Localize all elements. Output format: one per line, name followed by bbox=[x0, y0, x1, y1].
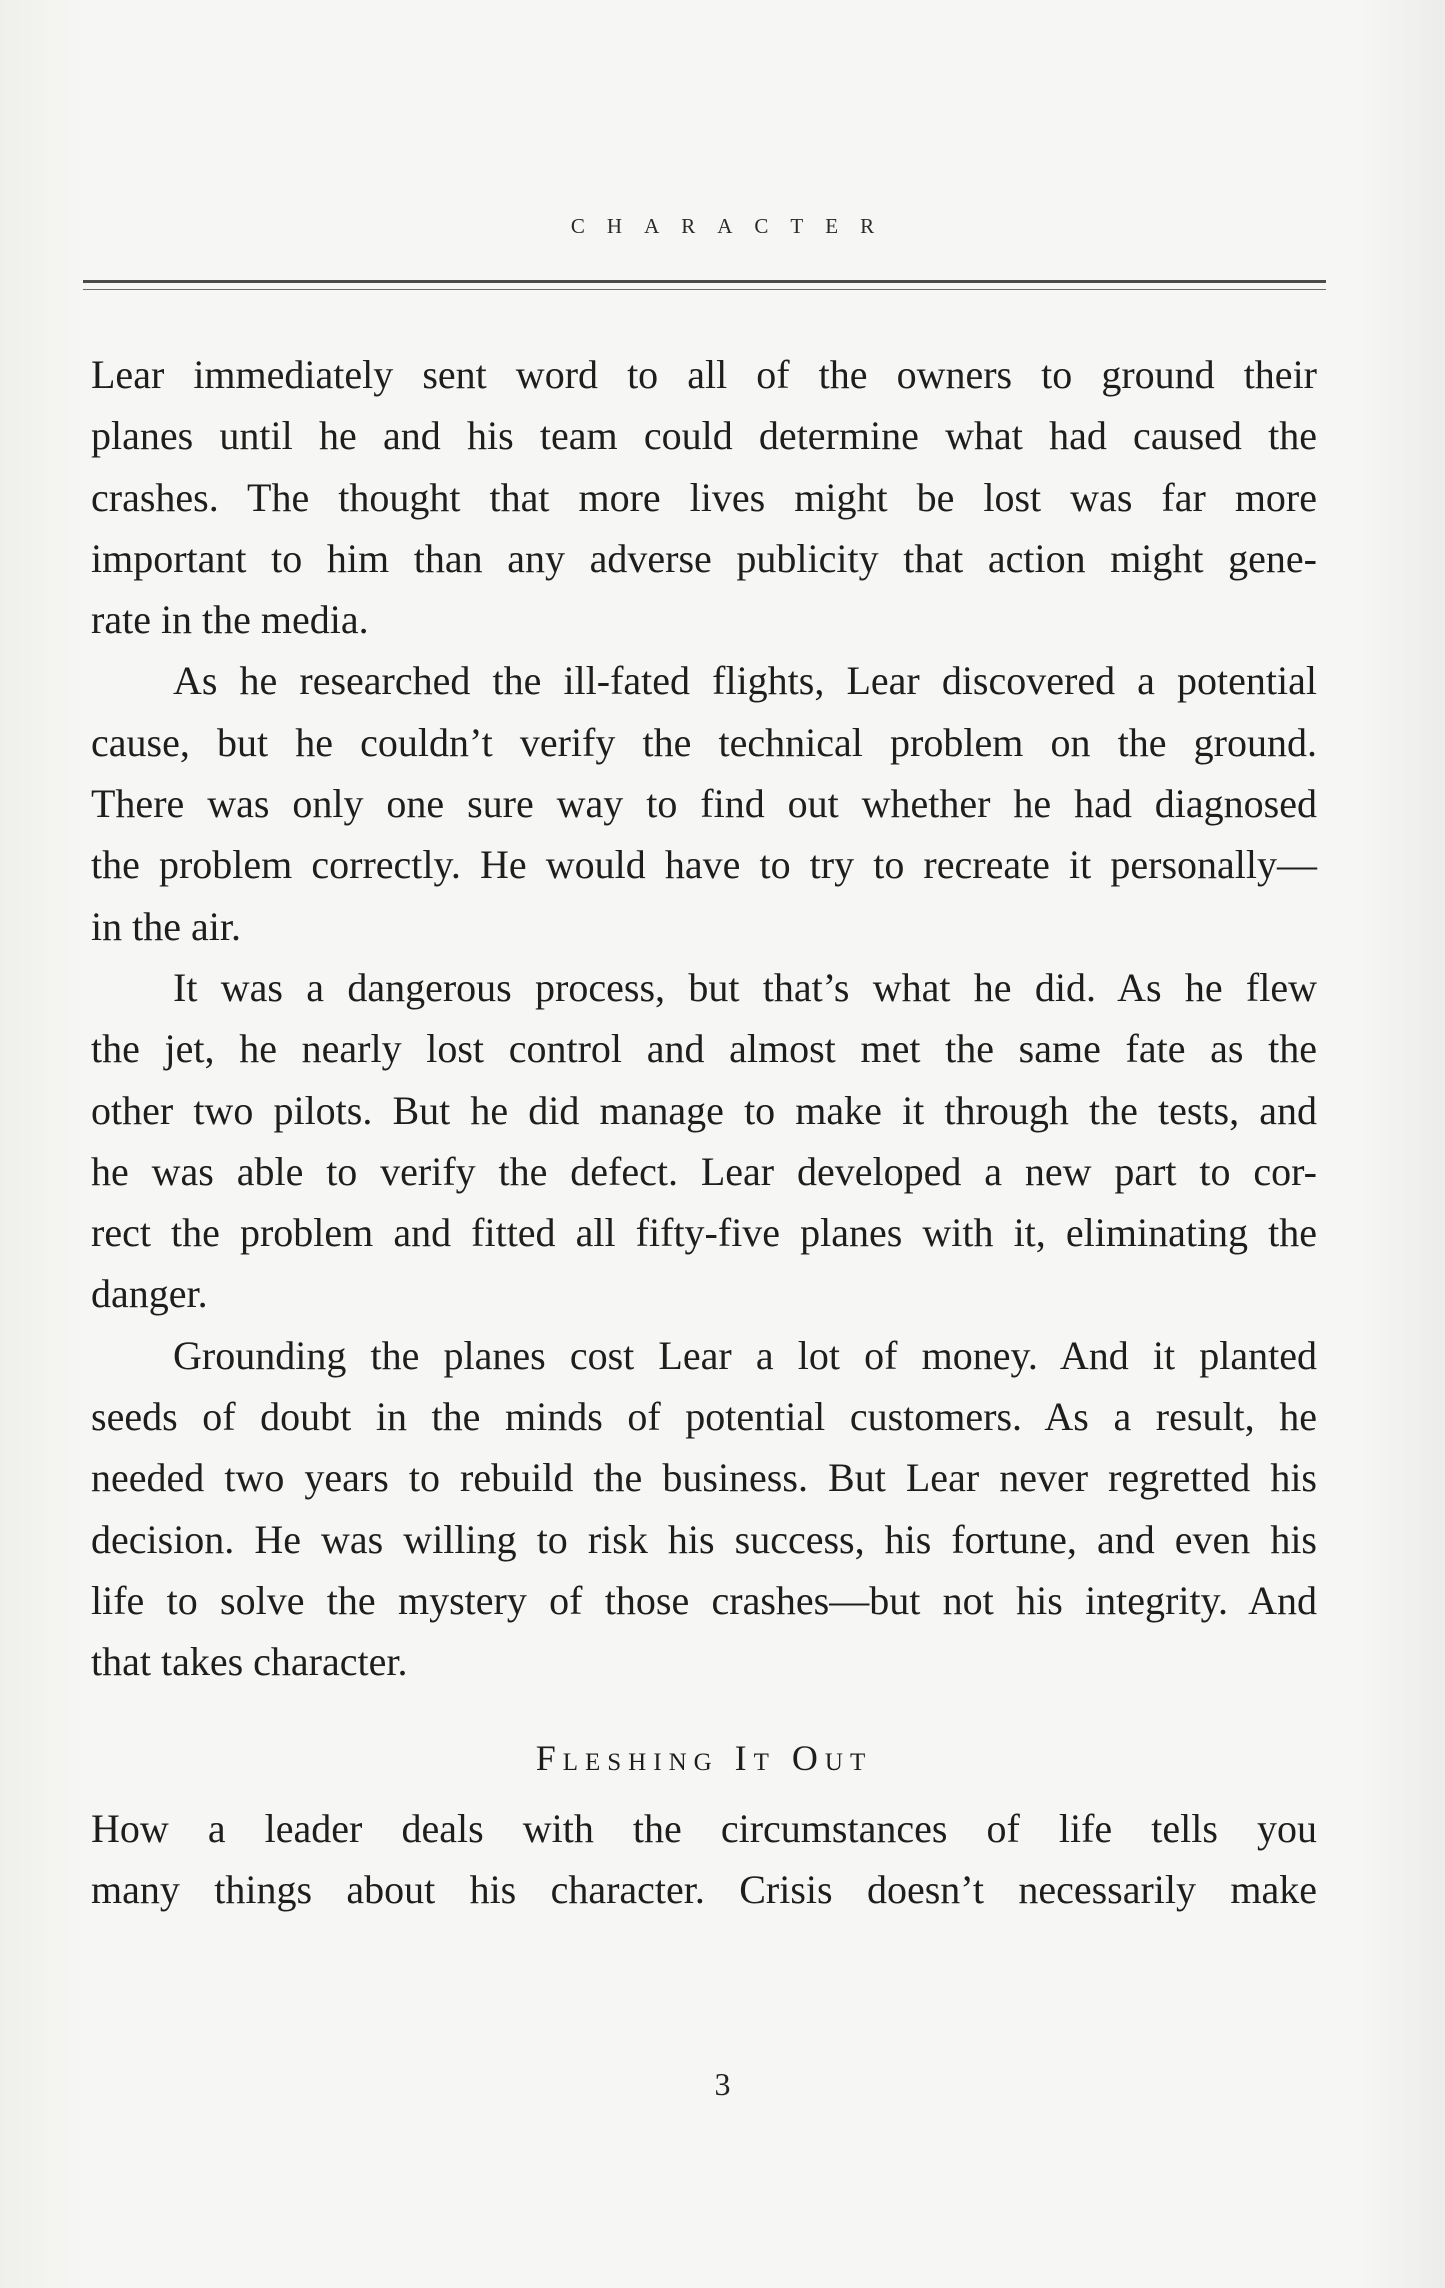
page-number: 3 bbox=[714, 2066, 731, 2102]
text-line: Grounding the planes cost Lear a lot of money. And it planted bbox=[173, 1332, 1317, 1378]
paragraph bbox=[91, 957, 1317, 1325]
text-line: decision. He was willing to risk his success, his fortune, and even his bbox=[91, 1516, 1317, 1562]
text-line: rate in the media. bbox=[91, 597, 369, 643]
text-line: How a leader deals with the circumstances of life tells you bbox=[91, 1805, 1317, 1851]
text-line: planes until he and his team could determine what had caused the bbox=[91, 413, 1317, 459]
text-line: other two pilots. But he did manage to make it through the tests, and bbox=[91, 1087, 1317, 1133]
paragraph bbox=[91, 1798, 1317, 1921]
text-line: that takes character. bbox=[91, 1639, 408, 1685]
text-line: crashes. The thought that more lives might be lost was far more bbox=[91, 474, 1317, 520]
body-text bbox=[91, 344, 1317, 1920]
text-line: danger. bbox=[91, 1271, 208, 1317]
text-line: in the air. bbox=[91, 903, 241, 949]
text-line: life to solve the mystery of those crashes—but not his integrity. And bbox=[91, 1577, 1317, 1623]
text-line: cause, but he couldn’t verify the technical problem on the ground. bbox=[91, 719, 1317, 765]
text-line: There was only one sure way to find out whether he had diagnosed bbox=[91, 781, 1317, 827]
text-line: As he researched the ill-fated flights, Lear discovered a potential bbox=[173, 658, 1317, 704]
paragraph bbox=[91, 1325, 1317, 1693]
text-line: Lear immediately sent word to all of the owners to ground their bbox=[91, 352, 1317, 397]
section-heading: Fleshing It Out bbox=[535, 1737, 873, 1778]
header-rule-thick bbox=[83, 280, 1326, 283]
text-line: It was a dangerous process, but that’s what he did. As he flew bbox=[173, 964, 1317, 1010]
paragraph bbox=[91, 650, 1317, 956]
text-line: important to him than any adverse publicity that action might gene- bbox=[91, 535, 1317, 581]
text-line: the problem correctly. He would have to try to recreate it personally— bbox=[91, 842, 1317, 888]
running-head: CHARACTER bbox=[570, 214, 897, 238]
text-line: rect the problem and fitted all fifty-five planes with it, eliminating the bbox=[91, 1210, 1317, 1256]
header-rule-thin bbox=[83, 289, 1326, 290]
text-line: many things about his character. Crisis doesn’t necessarily make bbox=[91, 1866, 1317, 1912]
text-line: the jet, he nearly lost control and almost met the same fate as the bbox=[91, 1026, 1317, 1072]
text-line: he was able to verify the defect. Lear developed a new part to cor- bbox=[91, 1148, 1317, 1194]
paragraph bbox=[91, 344, 1317, 650]
text-line: seeds of doubt in the minds of potential customers. As a result, he bbox=[91, 1394, 1317, 1440]
text-line: needed two years to rebuild the business. But Lear never regretted his bbox=[91, 1455, 1317, 1501]
